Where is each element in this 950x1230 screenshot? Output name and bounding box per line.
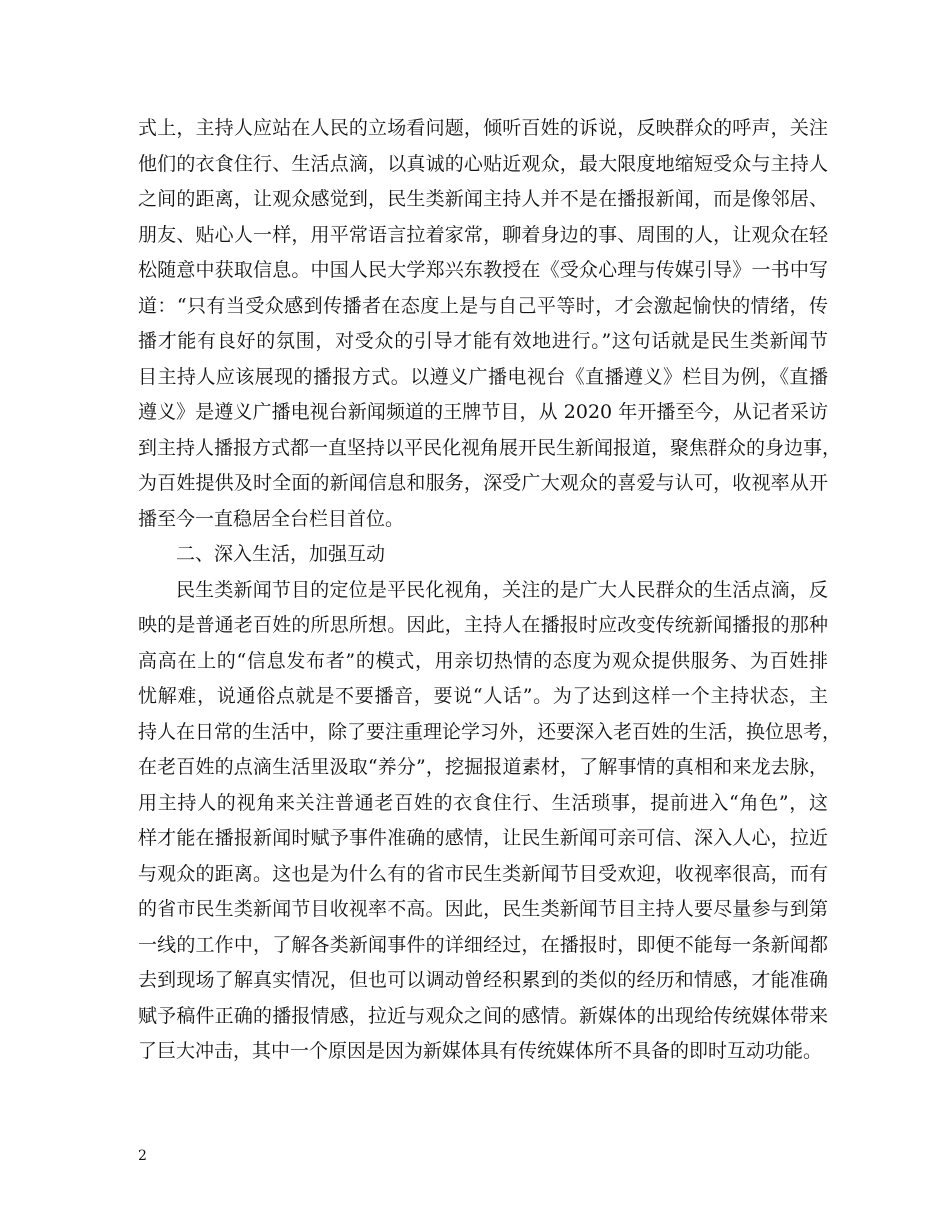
text-line: 松随意中获取信息。中国人民大学郑兴东教授在《受众心理与传媒引导》一书中写 <box>138 259 828 281</box>
text-line: 道：“只有当受众感到传播者在态度上是与自己平等时，才会激起愉快的情绪，传 <box>138 294 828 317</box>
text-line: 与观众的距离。这也是为什么有的省市民生类新闻节目受欢迎，收视率很高，而有 <box>138 862 828 885</box>
text-line: 高高在上的“信息发布者”的模式，用亲切热情的态度为观众提供服务、为百姓排 <box>138 649 828 672</box>
text-line: 一线的工作中，了解各类新闻事件的详细经过，在播报时，即便不能每一条新闻都 <box>138 933 828 956</box>
text-line: 之间的距离，让观众感觉到，民生类新闻主持人并不是在播报新闻，而是像邻居、 <box>138 188 828 210</box>
text-line: 映的是普通老百姓的所思所想。因此，主持人在播报时应改变传统新闻播报的那种 <box>138 614 828 636</box>
section-heading: 二、深入生活，加强互动 <box>176 543 386 565</box>
text-line: 了巨大冲击，其中一个原因是因为新媒体具有传统媒体所不具备的即时互动功能。 <box>138 1040 823 1062</box>
text-line: 样才能在播报新闻时赋予事件准确的感情，让民生新闻可亲可信、深入人心，拉近 <box>138 827 828 849</box>
text-line: 持人在日常的生活中，除了要注重理论学习外，还要深入老百姓的生活，换位思考， <box>138 720 842 743</box>
text-line: 他们的衣食住行、生活点滴，以真诚的心贴近观众，最大限度地缩短受众与主持人 <box>138 152 828 175</box>
text-line: 式上，主持人应站在人民的立场看问题，倾听百姓的诉说，反映群众的呼声，关注 <box>138 117 828 139</box>
text-line: 朋友、贴心人一样，用平常语言拉着家常，聊着身边的事、周围的人，让观众在轻 <box>138 223 828 246</box>
text-line: 到主持人播报方式都一直坚持以平民化视角展开民生新闻报道，聚焦群众的身边事， <box>138 436 842 459</box>
text-line: 为百姓提供及时全面的新闻信息和服务，深受广大观众的喜爱与认可，收视率从开 <box>138 472 828 494</box>
text-line: 赋予稿件正确的播报情感，拉近与观众之间的感情。新媒体的出现给传统媒体带来 <box>138 1004 828 1027</box>
text-line: 播至今一直稳居全台栏目首位。 <box>138 507 405 530</box>
text-line: 目主持人应该展现的播报方式。以遵义广播电视台《直播遵义》栏目为例，《直播 <box>138 365 828 388</box>
text-line: 忧解难，说通俗点就是不要播音，要说“人话”。为了达到这样一个主持状态，主 <box>138 685 828 707</box>
text-line: 去到现场了解真实情况，但也可以调动曾经积累到的类似的经历和情感，才能准确 <box>138 969 828 991</box>
text-line: 民生类新闻节目的定位是平民化视角，关注的是广大人民群众的生活点滴，反 <box>176 578 828 601</box>
document-body <box>138 111 842 1070</box>
text-line: 在老百姓的点滴生活里汲取“养分”，挖掘报道素材，了解事情的真相和来龙去脉， <box>138 756 828 778</box>
text-line: 用主持人的视角来关注普通老百姓的衣食住行、生活琐事，提前进入“角色”，这 <box>138 791 828 814</box>
text-line: 播才能有良好的氛围，对受众的引导才能有效地进行。”这句话就是民生类新闻节 <box>138 330 828 352</box>
text-line: 的省市民生类新闻节目收视率不高。因此，民生类新闻节目主持人要尽量参与到第 <box>138 898 828 920</box>
page-number: 2 <box>138 1148 147 1164</box>
text-line: 遵义》是遵义广播电视台新闻频道的王牌节目，从 2020 年开播至今，从记者采访 <box>138 401 828 423</box>
